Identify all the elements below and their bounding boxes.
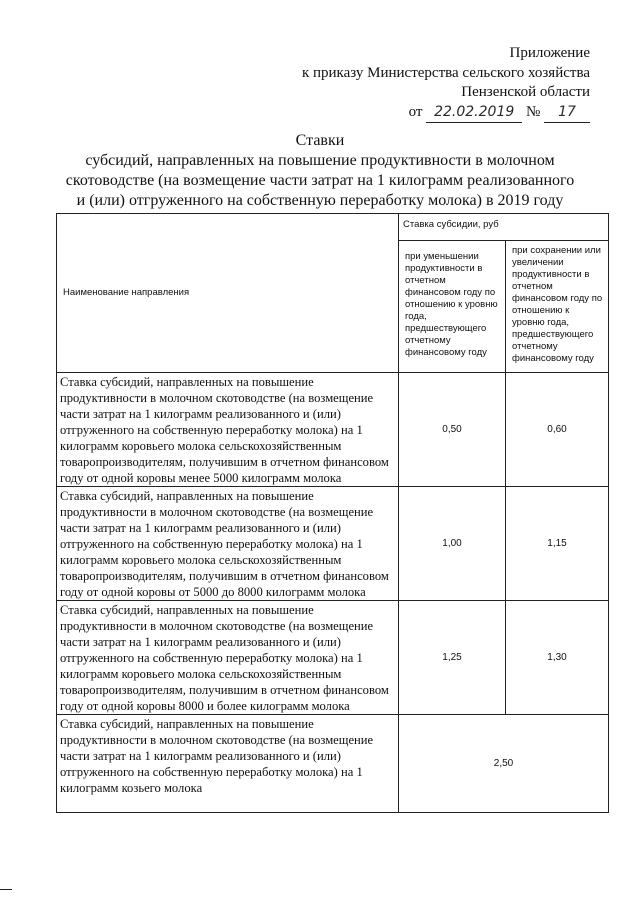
rate-decrease-value: 1,25: [399, 601, 506, 715]
rate-decrease-value: 1,00: [399, 487, 506, 601]
rate-merged-value: 2,50: [399, 715, 609, 813]
date-prefix: от: [408, 103, 423, 120]
order-number: 17: [544, 103, 590, 124]
title-text: субсидий, направленных на повышение продуктивности в молочном скотоводстве (на возмещение части затрат на 1 килограмм реализованного и (или) отгруженного на собственную переработку молока) в 2019 году: [65, 152, 575, 209]
rates-table: [56, 213, 609, 813]
col-rate-header: Ставка субсидии, руб: [399, 214, 609, 241]
rate-keep-value: 0,60: [506, 373, 609, 487]
rate-keep-value: 1,15: [506, 487, 609, 601]
table-row: [57, 373, 609, 487]
appendix-order-ref: к приказу Министерства сельского хозяйства: [301, 64, 590, 81]
sub-header-decrease: при уменьшении продуктивности в отчетном финансовом году по отношению к уровню года, предшествующего отчетному финансовому году: [399, 241, 506, 373]
document-title: [60, 131, 580, 211]
sub-header-keep: при сохранении или увеличении продуктивности в отчетном финансовом году по отношению к уровню года, предшествующего отчетному финансовому году: [506, 241, 609, 373]
table-row: [57, 487, 609, 601]
title-heading: Ставки: [295, 132, 345, 149]
row-description: Ставка субсидий, направленных на повышение продуктивности в молочном скотоводстве (на возмещение части затрат на 1 килограмм реализованного и (или) отгруженного на собственную переработку молока) на 1 килограмм козьего молока: [57, 715, 399, 813]
table-row: [57, 601, 609, 715]
row-description: Ставка субсидий, направленных на повышение продуктивности в молочном скотоводстве (на возмещение части затрат на 1 килограмм реализованного и (или) отгруженного на собственную переработку молока) на 1 килограмм коровьего молока сельскохозяйственным товаропроизводителям, получившим в отчетном финансовом году от одной коровы менее 5000 килограмм молока: [57, 373, 399, 487]
appendix-label: Приложение: [509, 45, 590, 61]
row-description: Ставка субсидий, направленных на повышение продуктивности в молочном скотоводстве (на возмещение части затрат на 1 килограмм реализованного и (или) отгруженного на собственную переработку молока) на 1 килограмм коровьего молока сельскохозяйственным товаропроизводителям, получившим в отчетном финансовом году от одной коровы от 5000 до 8000 килограмм молока: [57, 487, 399, 601]
row-description: Ставка субсидий, направленных на повышение продуктивности в молочном скотоводстве (на возмещение части затрат на 1 килограмм реализованного и (или) отгруженного на собственную переработку молока) на 1 килограмм коровьего молока сельскохозяйственным товаропроизводителям, получившим в отчетном финансовом году от одной коровы 8000 и более килограмм молока: [57, 601, 399, 715]
col-name-header: Наименование направления: [57, 214, 399, 373]
order-date: 22.02.2019: [426, 103, 522, 124]
table-row: [57, 715, 609, 813]
margin-mark: [0, 889, 12, 890]
rate-keep-value: 1,30: [506, 601, 609, 715]
number-prefix: №: [525, 103, 541, 120]
appendix-block: [302, 44, 590, 123]
appendix-date-line: [302, 103, 590, 124]
rate-decrease-value: 0,50: [399, 373, 506, 487]
appendix-region: Пензенской области: [461, 84, 590, 100]
